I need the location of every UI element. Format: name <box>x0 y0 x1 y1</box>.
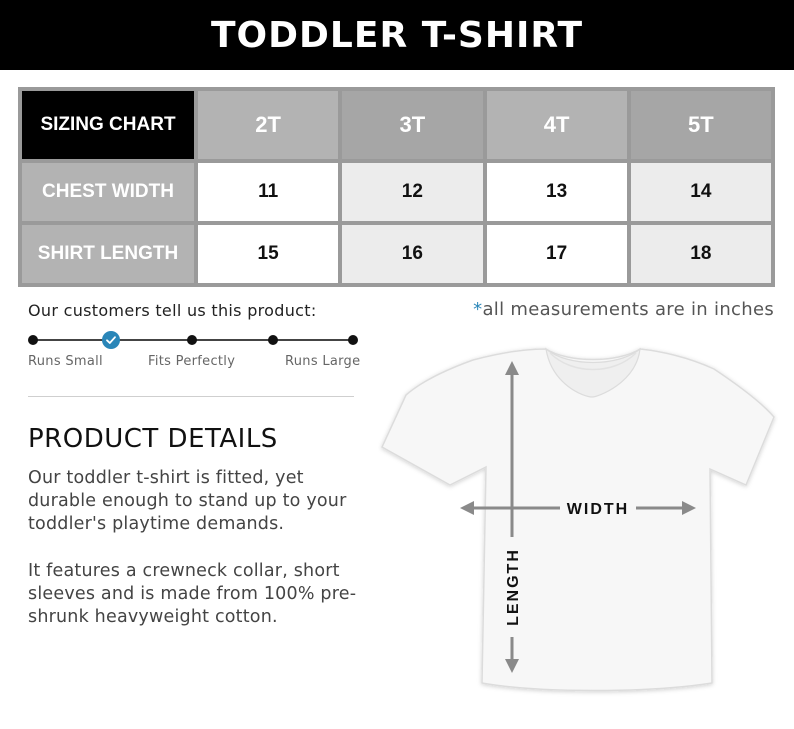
fit-scale <box>28 330 361 380</box>
fit-heading: Our customers tell us this product: <box>28 301 317 320</box>
fit-label-runs-small: Runs Small <box>28 354 103 369</box>
shirt-length-3t: 16 <box>342 225 482 283</box>
fit-dot-3 <box>187 335 197 345</box>
check-icon <box>102 331 120 349</box>
tshirt-shape <box>382 349 774 691</box>
page-title: TODDLER T-SHIRT <box>210 14 584 56</box>
row-label-chest-width: CHEST WIDTH <box>22 163 194 221</box>
size-header-5t: 5T <box>631 91 771 159</box>
measurement-note <box>473 299 774 320</box>
fit-dot-1 <box>28 335 38 345</box>
width-label: WIDTH <box>566 501 630 518</box>
section-divider <box>28 396 354 397</box>
sizing-chart-label: SIZING CHART <box>22 91 194 159</box>
row-label-shirt-length: SHIRT LENGTH <box>22 225 194 283</box>
chest-width-3t: 12 <box>342 163 482 221</box>
fit-label-runs-large: Runs Large <box>285 354 361 369</box>
chest-width-2t: 11 <box>198 163 338 221</box>
shirt-length-4t: 17 <box>487 225 627 283</box>
chest-width-4t: 13 <box>487 163 627 221</box>
table-header-row <box>22 91 771 159</box>
table-row-chest-width <box>22 163 771 221</box>
fit-label-fits-perfectly: Fits Perfectly <box>148 354 236 369</box>
length-label: LENGTH <box>505 548 522 626</box>
size-header-2t: 2T <box>198 91 338 159</box>
tshirt-diagram <box>378 345 778 697</box>
table-row-shirt-length <box>22 225 771 283</box>
shirt-length-5t: 18 <box>631 225 771 283</box>
fit-dot-5 <box>348 335 358 345</box>
note-asterisk: * <box>473 299 483 320</box>
product-details-title: PRODUCT DETAILS <box>28 424 278 454</box>
product-details-paragraph-2: It features a crewneck collar, short sleeves and is made from 100% pre-shrunk heavyweight cotton. <box>28 561 357 627</box>
chest-width-5t: 14 <box>631 163 771 221</box>
fit-dot-4 <box>268 335 278 345</box>
sizing-chart-table <box>18 87 775 287</box>
shirt-length-2t: 15 <box>198 225 338 283</box>
size-header-3t: 3T <box>342 91 482 159</box>
note-text: all measurements are in inches <box>482 299 774 320</box>
size-header-4t: 4T <box>487 91 627 159</box>
product-details-paragraph-1: Our toddler t-shirt is fitted, yet durable enough to stand up to your toddler's playtime demands. <box>28 468 347 534</box>
tshirt-illustration <box>378 345 778 697</box>
title-banner <box>0 0 794 70</box>
